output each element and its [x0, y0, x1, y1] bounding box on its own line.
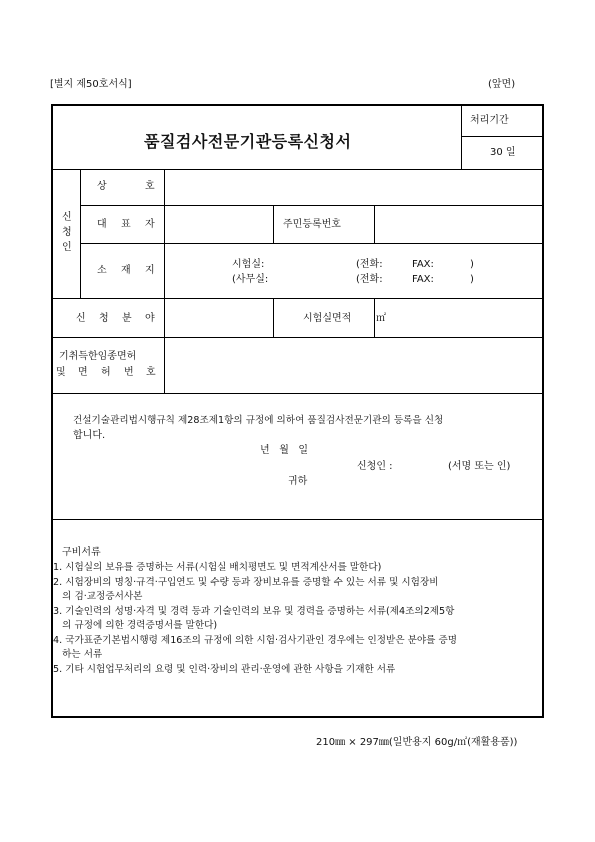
lab-area-unit: ㎡: [376, 313, 386, 324]
document-item: 2. 시험장비의 명칭·규격·구입연도 및 수량 등과 장비보유를 증명할 수 있는 서류 및 시험장비: [53, 577, 439, 588]
document-item: 3. 기술인력의 성명·자격 및 경력 등과 기술인력의 보유 및 경력을 증명하는 서류(제4조의2제5항: [53, 606, 455, 617]
rule-location-bottom: [52, 298, 544, 299]
signature-placeholder: (서명 또는 인): [448, 461, 511, 472]
trade-name-char-2: 호: [145, 181, 155, 192]
rule-applicant-col: [80, 169, 81, 298]
processing-value: 30 일: [490, 147, 516, 158]
office-fax-label: FAX:: [412, 274, 434, 285]
applicant-char-2: 청: [62, 227, 72, 238]
resident-number-label: 주민등록번호: [283, 219, 341, 230]
rule-field-bottom: [52, 337, 544, 338]
rule-processing: [461, 136, 544, 137]
document-item: 1. 시험실의 보유를 증명하는 서류(시험실 배치평면도 및 면적계산서를 말한다): [53, 562, 382, 573]
lab-area-label: 시험실면적: [303, 313, 352, 324]
rule-label-col: [164, 169, 165, 393]
rule-rep-bottom: [80, 243, 544, 244]
field-char-3: 분: [122, 313, 132, 324]
applicant-signature-label: 신청인 :: [357, 461, 393, 472]
statement-date: 년 월 일: [260, 445, 309, 456]
document-item: 하는 서류: [53, 649, 103, 660]
lab-close-paren: ): [470, 259, 474, 270]
rule-field-mid: [273, 298, 274, 337]
form-code: [별지 제50호서식]: [50, 79, 132, 90]
applicant-char-3: 인: [62, 242, 72, 253]
document-item: 의 검·교정증서사본: [53, 591, 143, 602]
document-item: 의 규정에 의한 경력증명서를 말한다): [53, 620, 218, 631]
rule-trade-bottom: [80, 205, 544, 206]
rule-statement-bottom: [52, 519, 544, 520]
paper-size-note: 210㎜ × 297㎜(일반용지 60g/㎡(재활용품)): [316, 737, 518, 748]
rule-license-bottom: [52, 393, 544, 394]
office-phone-label: (전화:: [356, 274, 383, 285]
statement-line-2: 합니다.: [73, 430, 106, 441]
rule-field-mid2: [374, 298, 375, 337]
form-title: 품질검사전문기관등록신청서: [144, 132, 352, 151]
lab-line-label: 시험실:: [232, 259, 265, 270]
license-char-1: 및: [56, 367, 66, 378]
field-char-1: 신: [76, 313, 86, 324]
rule-rep-mid: [273, 205, 274, 243]
lab-fax-label: FAX:: [412, 259, 434, 270]
addressee-label: 귀하: [288, 476, 308, 487]
license-char-5: 호: [146, 367, 156, 378]
page-side: (앞면): [488, 79, 516, 90]
loc-char-1: 소: [97, 265, 107, 276]
applicant-char-1: 신: [62, 212, 72, 223]
rule-title-bottom: [52, 169, 544, 170]
rule-processing-left: [461, 105, 462, 169]
field-char-2: 청: [99, 313, 109, 324]
loc-char-2: 재: [121, 265, 131, 276]
statement-line-1: 건설기술관리법시행규칙 제28조제1항의 규정에 의하여 품질검사전문기관의 등록을 신청: [73, 415, 444, 426]
license-char-4: 번: [124, 367, 134, 378]
document-item: 5. 기타 시험업무처리의 요령 및 인력·장비의 관리·운영에 관한 사항을 기재한 서류: [53, 664, 396, 675]
trade-name-char-1: 상: [97, 181, 107, 192]
rep-char-3: 자: [145, 219, 155, 230]
office-line-label: (사무실:: [232, 274, 269, 285]
license-line-1: 기취득한임종면허: [59, 351, 137, 362]
documents-heading: 구비서류: [62, 547, 101, 558]
lab-phone-label: (전화:: [356, 259, 383, 270]
loc-char-3: 지: [145, 265, 155, 276]
license-char-3: 허: [101, 367, 111, 378]
license-char-2: 면: [78, 367, 88, 378]
rep-char-1: 대: [97, 219, 107, 230]
rep-char-2: 표: [121, 219, 131, 230]
document-item: 4. 국가표준기본법시행령 제16조의 규정에 의한 시험·검사기관인 경우에는 인정받은 분야를 증명: [53, 635, 458, 646]
rule-rep-mid2: [374, 205, 375, 243]
processing-label: 처리기간: [470, 115, 509, 126]
office-close-paren: ): [470, 274, 474, 285]
field-char-4: 야: [145, 313, 155, 324]
